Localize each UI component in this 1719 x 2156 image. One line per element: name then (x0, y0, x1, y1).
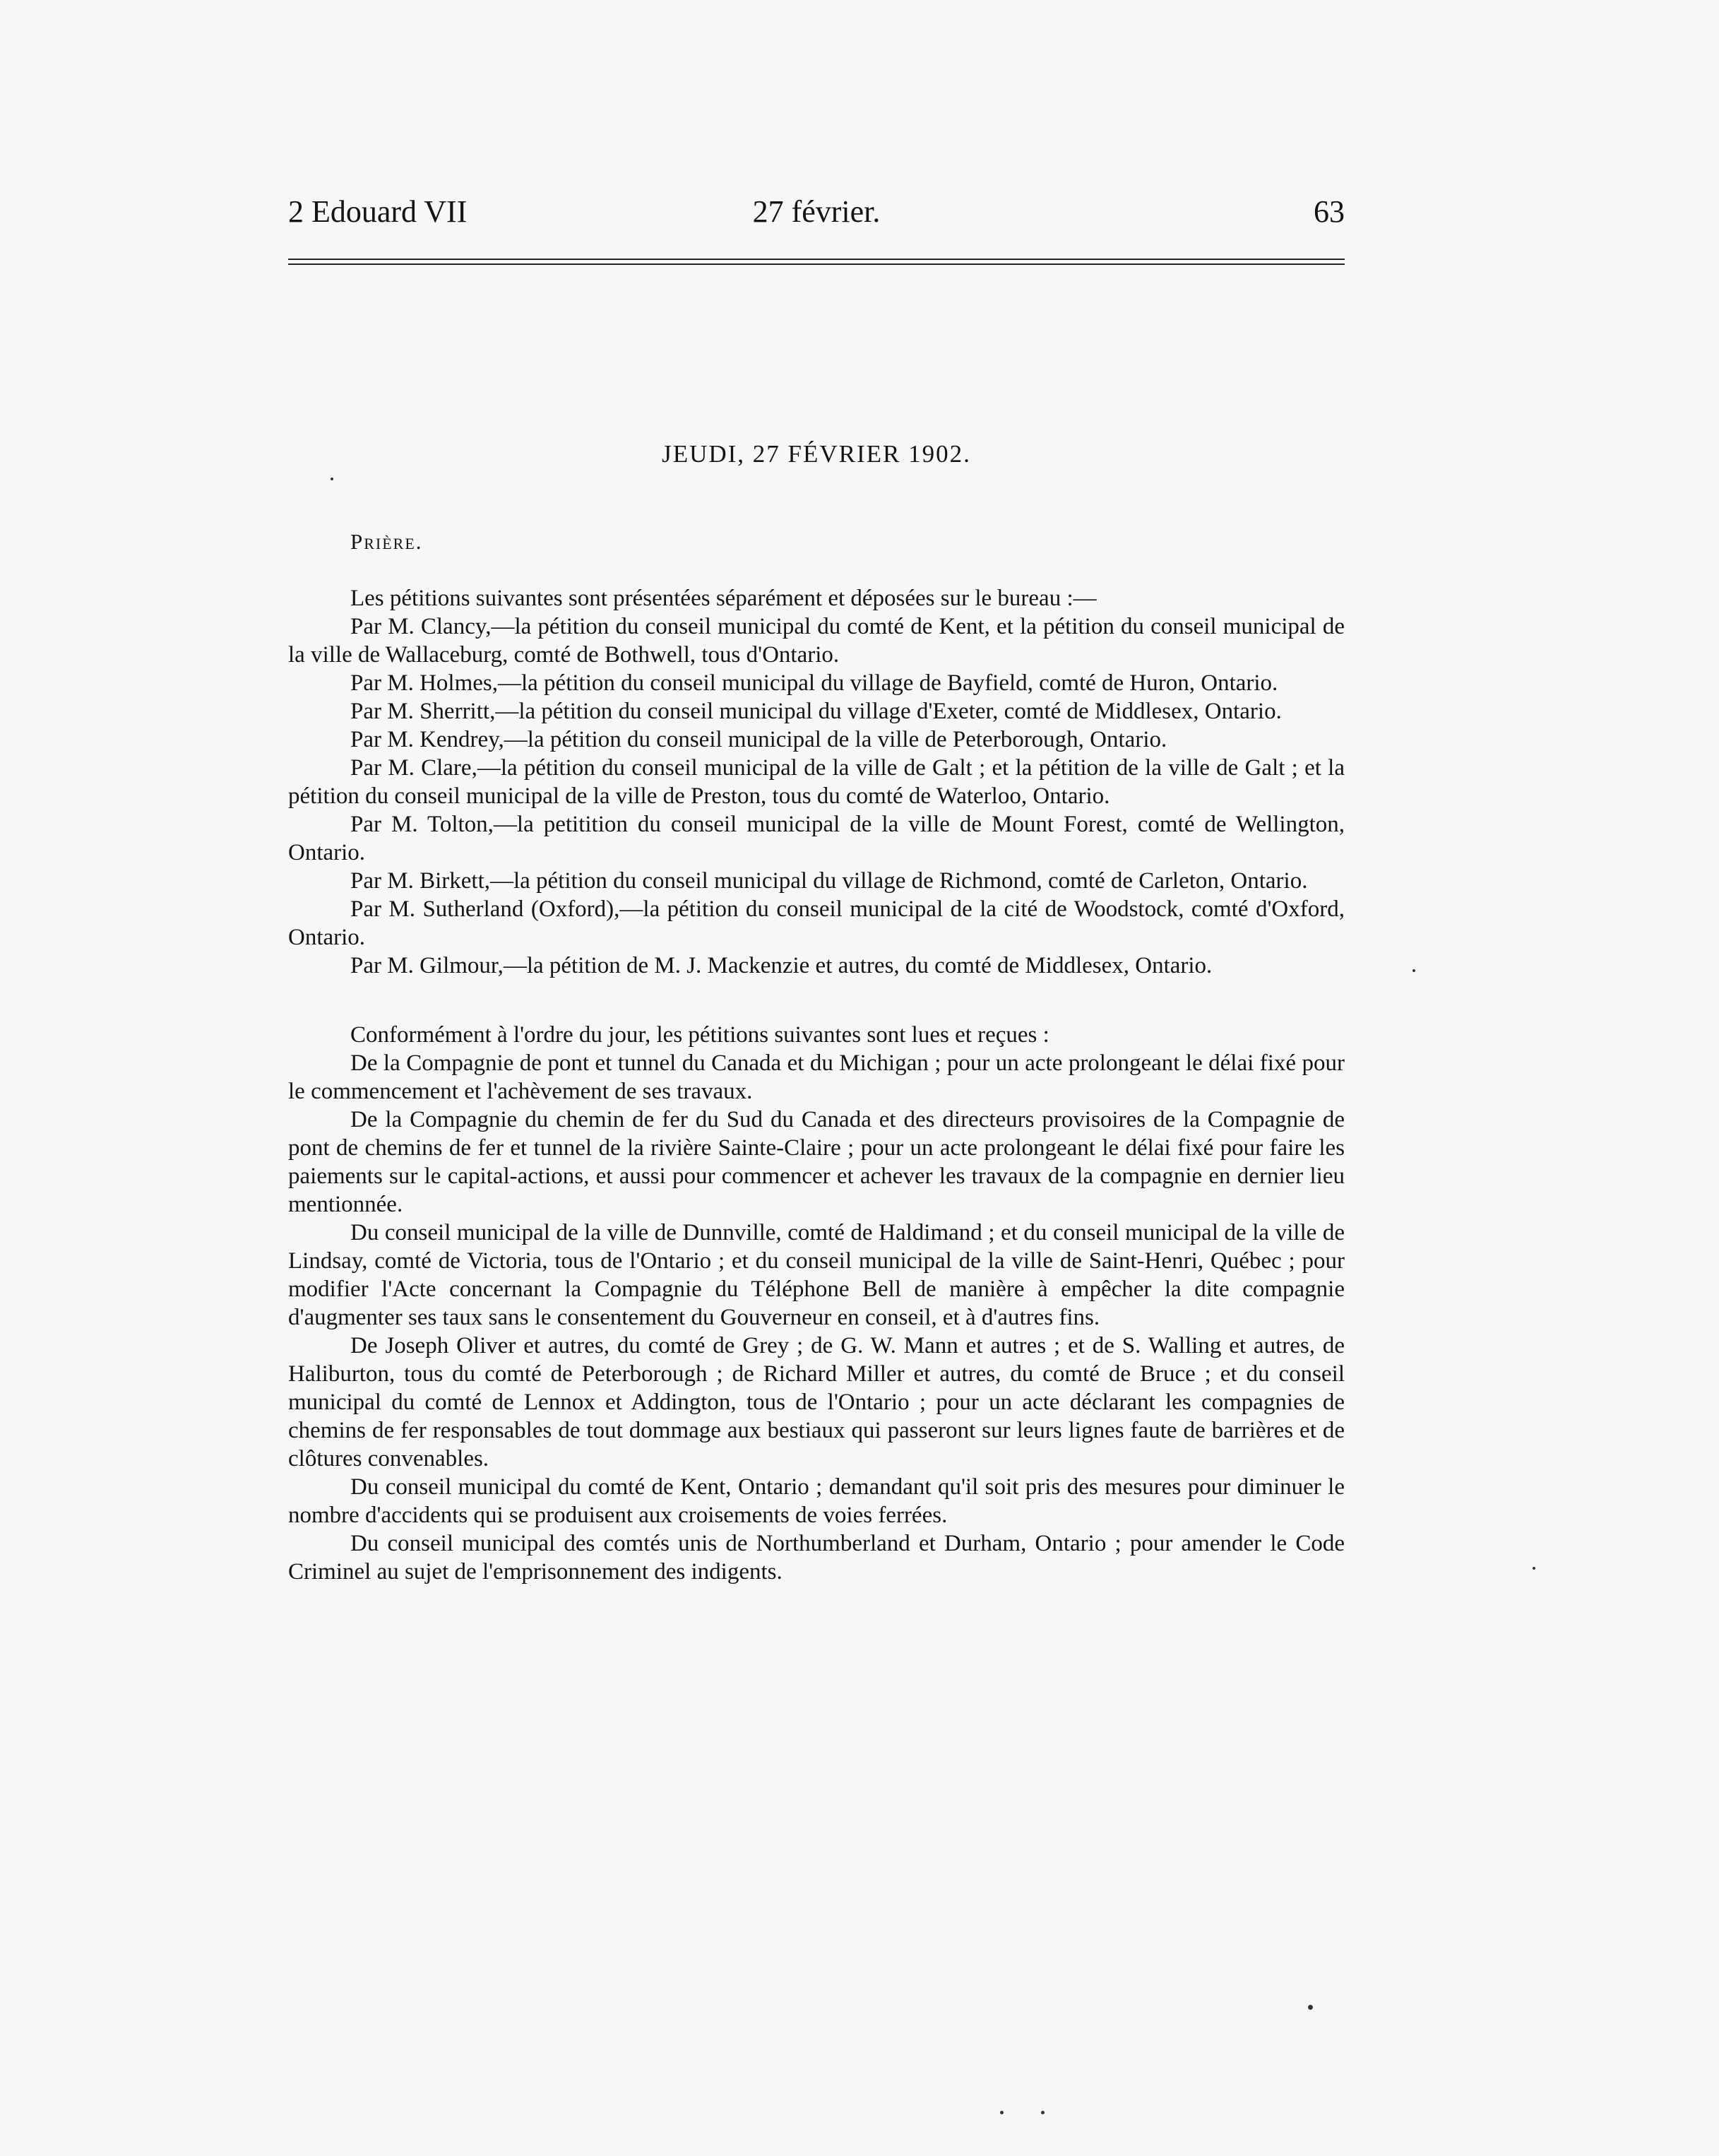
petition-paragraph: Par M. Kendrey,—la pétition du conseil municipal de la ville de Peterborough, Ontario. (350, 727, 1167, 752)
petition-read-paragraph: De la Compagnie de pont et tunnel du Canada et du Michigan ; pour un acte prolongeant le délai fixé pour le commencement et l'achèvement de ses travaux. (288, 1050, 1345, 1104)
petition-read-paragraph: Du conseil municipal de la ville de Dunnville, comté de Haldimand ; et du conseil municipal de la ville de Lindsay, comté de Victoria, tous de l'Ontario ; et du conseil municipal de la ville de Saint-Henri, Québec ; pour modifier l'Acte concernant la Compagnie du Téléphone Bell de manière à empêcher la dite compagnie d'augmenter ses taux sans le consentement du Gouverneur en conseil, et à d'autres fins. (288, 1220, 1345, 1330)
petitions-presented-section (288, 584, 1345, 980)
petition-read-paragraph: Du conseil municipal des comtés unis de Northumberland et Durham, Ontario ; pour amender le Code Criminel au sujet de l'emprisonnement des indigents. (288, 1531, 1345, 1585)
petition-paragraph: Les pétitions suivantes sont présentées séparément et déposées sur le bureau :— (350, 586, 1097, 611)
petition-read-paragraph: Conformément à l'ordre du jour, les pétitions suivantes sont lues et reçues : (350, 1022, 1049, 1048)
reign-label: 2 Edouard VII (288, 194, 468, 229)
running-head (288, 191, 1345, 233)
petition-read-paragraph: Du conseil municipal du comté de Kent, Ontario ; demandant qu'il soit pris des mesures pour diminuer le nombre d'accidents qui se produisent aux croisements de voies ferrées. (288, 1474, 1345, 1528)
date-heading: JEUDI, 27 FÉVRIER 1902. (662, 440, 971, 468)
petition-paragraph: Par M. Sutherland (Oxford),—la pétition du conseil municipal de la cité de Woodstock, comté d'Oxford, Ontario. (288, 896, 1345, 950)
petition-paragraph: Par M. Clare,—la pétition du conseil municipal de la ville de Galt ; et la pétition de la ville de Galt ; et la pétition du conseil municipal de la ville de Preston, tous du comté de Waterloo, Ontario. (288, 755, 1345, 809)
scan-speck (1412, 969, 1415, 972)
petition-paragraph: Par M. Tolton,—la petitition du conseil municipal de la ville de Mount Forest, comté de Wellington, Ontario. (288, 812, 1345, 865)
scan-speck (1000, 2111, 1004, 2114)
petition-read-paragraph: De Joseph Oliver et autres, du comté de Grey ; de G. W. Mann et autres ; et de S. Walling et autres, de Haliburton, tous du comté de Peterborough ; de Richard Miller et autres, du comté de Bruce ; et du conseil municipal du comté de Lennox et Addington, tous de l'Ontario ; pour un acte déclarant les compagnies de chemins de fer responsables de tout dommage aux bestiaux qui passeront sur leurs lignes faute de barrières et de clôtures convenables. (288, 1333, 1345, 1471)
header-date: 27 février. (752, 194, 881, 229)
petition-paragraph: Par M. Holmes,—la pétition du conseil municipal du village de Bayfield, comté de Huron, Ontario. (350, 670, 1278, 696)
scan-speck (1308, 2005, 1313, 2010)
petitions-read-section (288, 1021, 1345, 1586)
document-page (288, 191, 1345, 1586)
petition-paragraph: Par M. Gilmour,—la pétition de M. J. Mackenzie et autres, du comté de Middlesex, Ontario. (350, 953, 1213, 978)
petition-paragraph: Par M. Sherritt,—la pétition du conseil municipal du village d'Exeter, comté de Middlesex, Ontario. (350, 699, 1282, 724)
petition-paragraph: Par M. Birkett,—la pétition du conseil municipal du village de Richmond, comté de Carleton, Ontario. (350, 868, 1308, 894)
petition-paragraph: Par M. Clancy,—la pétition du conseil municipal du comté de Kent, et la pétition du conseil municipal de la ville de Wallaceburg, comté de Bothwell, tous d'Ontario. (288, 614, 1345, 668)
petition-read-paragraph: De la Compagnie du chemin de fer du Sud du Canada et des directeurs provisoires de la Compagnie de pont de chemins de fer et tunnel de la rivière Sainte-Claire ; pour un acte prolongeant le délai fixé pour faire les paiements sur le capital-actions, et aussi pour commencer et achever les travaux de la compagnie en dernier lieu mentionnée. (288, 1107, 1345, 1217)
priere-label: Prière. (350, 529, 423, 554)
scan-speck (1533, 1567, 1535, 1570)
page-number: 63 (1314, 194, 1345, 229)
scan-speck (331, 478, 333, 480)
header-double-rule (288, 259, 1345, 265)
scan-speck (1041, 2111, 1045, 2114)
